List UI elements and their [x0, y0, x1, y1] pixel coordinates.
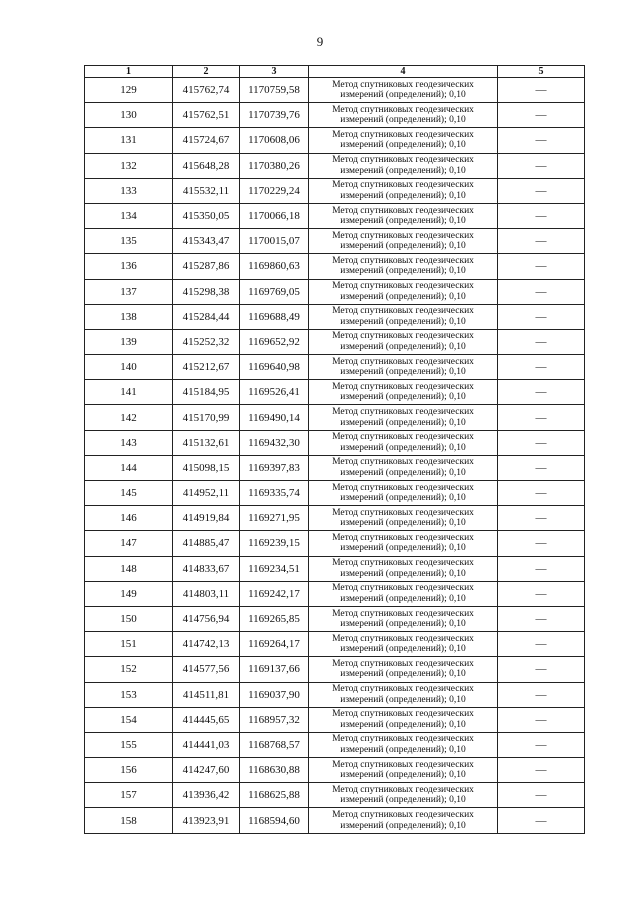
method-text-line-2: измерений (определений); 0,10	[340, 190, 466, 201]
x-coordinate-cell: 414833,67	[173, 556, 240, 581]
point-number-cell: 146	[85, 506, 173, 531]
method-text-line-2: измерений (определений); 0,10	[340, 518, 466, 529]
x-coordinate-cell: 414247,60	[173, 758, 240, 783]
method-text-line-2: измерений (определений); 0,10	[340, 619, 466, 630]
y-coordinate-cell: 1168625,88	[240, 783, 309, 808]
x-coordinate-cell: 415648,28	[173, 153, 240, 178]
table-row	[85, 632, 585, 657]
x-coordinate-cell: 414756,94	[173, 606, 240, 631]
method-text-line-1: Метод спутниковых геодезических	[332, 432, 474, 443]
point-number-cell: 141	[85, 380, 173, 405]
method-text-line-2: измерений (определений); 0,10	[340, 216, 466, 227]
table-row	[85, 707, 585, 732]
y-coordinate-cell: 1169490,14	[240, 405, 309, 430]
table-row	[85, 758, 585, 783]
header-col-2: 2	[173, 66, 240, 78]
method-cell	[309, 254, 498, 279]
point-number-cell: 130	[85, 103, 173, 128]
y-coordinate-cell: 1169397,83	[240, 455, 309, 480]
method-text-line-2: измерений (определений); 0,10	[340, 316, 466, 327]
table-row	[85, 304, 585, 329]
method-cell	[309, 682, 498, 707]
method-text-line-2: измерений (определений); 0,10	[340, 241, 466, 252]
method-cell	[309, 203, 498, 228]
method-text-line-1: Метод спутниковых геодезических	[332, 331, 474, 342]
method-text-line-1: Метод спутниковых геодезических	[332, 407, 474, 418]
table-body	[85, 78, 585, 834]
method-text-line-1: Метод спутниковых геодезических	[332, 381, 474, 392]
description-cell: —	[498, 380, 585, 405]
method-text-line-1: Метод спутниковых геодезических	[332, 230, 474, 241]
description-cell: —	[498, 455, 585, 480]
method-cell	[309, 153, 498, 178]
method-text-line-1: Метод спутниковых геодезических	[332, 684, 474, 695]
method-text-line-1: Метод спутниковых геодезических	[332, 205, 474, 216]
x-coordinate-cell: 414445,65	[173, 707, 240, 732]
point-number-cell: 153	[85, 682, 173, 707]
table-row	[85, 103, 585, 128]
y-coordinate-cell: 1169688,49	[240, 304, 309, 329]
method-cell	[309, 430, 498, 455]
table-row	[85, 405, 585, 430]
method-text-line-2: измерений (определений); 0,10	[340, 568, 466, 579]
table-row	[85, 128, 585, 153]
method-cell	[309, 606, 498, 631]
method-text-line-2: измерений (определений); 0,10	[340, 367, 466, 378]
x-coordinate-cell: 414803,11	[173, 581, 240, 606]
x-coordinate-cell: 415170,99	[173, 405, 240, 430]
method-cell	[309, 657, 498, 682]
method-text-line-2: измерений (определений); 0,10	[340, 442, 466, 453]
description-cell: —	[498, 355, 585, 380]
y-coordinate-cell: 1169652,92	[240, 329, 309, 354]
point-number-cell: 139	[85, 329, 173, 354]
description-cell: —	[498, 279, 585, 304]
x-coordinate-cell: 415724,67	[173, 128, 240, 153]
x-coordinate-cell: 415184,95	[173, 380, 240, 405]
x-coordinate-cell: 414441,03	[173, 732, 240, 757]
method-text-line-2: измерений (определений); 0,10	[340, 694, 466, 705]
method-cell	[309, 304, 498, 329]
method-cell	[309, 732, 498, 757]
y-coordinate-cell: 1169242,17	[240, 581, 309, 606]
method-cell	[309, 178, 498, 203]
y-coordinate-cell: 1170066,18	[240, 203, 309, 228]
method-text-line-2: измерений (определений); 0,10	[340, 493, 466, 504]
x-coordinate-cell: 414952,11	[173, 481, 240, 506]
method-text-line-2: измерений (определений); 0,10	[340, 291, 466, 302]
method-text-line-1: Метод спутниковых геодезических	[332, 759, 474, 770]
x-coordinate-cell: 414577,56	[173, 657, 240, 682]
method-text-line-1: Метод спутниковых геодезических	[332, 709, 474, 720]
y-coordinate-cell: 1169264,17	[240, 632, 309, 657]
x-coordinate-cell: 415132,61	[173, 430, 240, 455]
x-coordinate-cell: 414511,81	[173, 682, 240, 707]
point-number-cell: 157	[85, 783, 173, 808]
y-coordinate-cell: 1169640,98	[240, 355, 309, 380]
method-text-line-2: измерений (определений); 0,10	[340, 820, 466, 831]
table-row	[85, 581, 585, 606]
method-text-line-2: измерений (определений); 0,10	[340, 341, 466, 352]
method-text-line-2: измерений (определений); 0,10	[340, 593, 466, 604]
method-cell	[309, 632, 498, 657]
y-coordinate-cell: 1169526,41	[240, 380, 309, 405]
table-row	[85, 355, 585, 380]
description-cell: —	[498, 556, 585, 581]
table-row	[85, 78, 585, 103]
point-number-cell: 132	[85, 153, 173, 178]
method-text-line-2: измерений (определений); 0,10	[340, 417, 466, 428]
y-coordinate-cell: 1170229,24	[240, 178, 309, 203]
description-cell: —	[498, 632, 585, 657]
description-cell: —	[498, 103, 585, 128]
page-number: 9	[316, 34, 324, 49]
method-text-line-2: измерений (определений); 0,10	[340, 140, 466, 151]
table-row	[85, 203, 585, 228]
description-cell: —	[498, 430, 585, 455]
table-row	[85, 808, 585, 833]
y-coordinate-cell: 1170739,76	[240, 103, 309, 128]
x-coordinate-cell: 414919,84	[173, 506, 240, 531]
y-coordinate-cell: 1168957,32	[240, 707, 309, 732]
method-text-line-2: измерений (определений); 0,10	[340, 770, 466, 781]
table-row	[85, 380, 585, 405]
point-number-cell: 134	[85, 203, 173, 228]
point-number-cell: 152	[85, 657, 173, 682]
description-cell: —	[498, 203, 585, 228]
table-row	[85, 506, 585, 531]
method-text-line-1: Метод спутниковых геодезических	[332, 79, 474, 90]
description-cell: —	[498, 531, 585, 556]
method-text-line-1: Метод спутниковых геодезических	[332, 784, 474, 795]
method-text-line-1: Метод спутниковых геодезических	[332, 482, 474, 493]
description-cell: —	[498, 758, 585, 783]
method-cell	[309, 229, 498, 254]
point-number-cell: 137	[85, 279, 173, 304]
point-number-cell: 143	[85, 430, 173, 455]
table-row	[85, 430, 585, 455]
method-text-line-1: Метод спутниковых геодезических	[332, 129, 474, 140]
table-row	[85, 732, 585, 757]
y-coordinate-cell: 1170608,06	[240, 128, 309, 153]
description-cell: —	[498, 732, 585, 757]
point-number-cell: 138	[85, 304, 173, 329]
method-text-line-1: Метод спутниковых геодезических	[332, 155, 474, 166]
method-text-line-1: Метод спутниковых геодезических	[332, 457, 474, 468]
point-number-cell: 142	[85, 405, 173, 430]
method-text-line-1: Метод спутниковых геодезических	[332, 507, 474, 518]
method-cell	[309, 531, 498, 556]
point-number-cell: 145	[85, 481, 173, 506]
method-text-line-2: измерений (определений); 0,10	[340, 719, 466, 730]
y-coordinate-cell: 1169432,30	[240, 430, 309, 455]
method-text-line-1: Метод спутниковых геодезических	[332, 734, 474, 745]
method-text-line-1: Метод спутниковых геодезических	[332, 583, 474, 594]
point-number-cell: 154	[85, 707, 173, 732]
point-number-cell: 155	[85, 732, 173, 757]
description-cell: —	[498, 808, 585, 833]
y-coordinate-cell: 1170759,58	[240, 78, 309, 103]
y-coordinate-cell: 1169769,05	[240, 279, 309, 304]
method-text-line-2: измерений (определений); 0,10	[340, 543, 466, 554]
method-cell	[309, 758, 498, 783]
method-cell	[309, 380, 498, 405]
method-text-line-2: измерений (определений); 0,10	[340, 90, 466, 101]
point-number-cell: 148	[85, 556, 173, 581]
point-number-cell: 135	[85, 229, 173, 254]
y-coordinate-cell: 1169234,51	[240, 556, 309, 581]
table-header-row	[85, 66, 585, 78]
method-text-line-2: измерений (определений); 0,10	[340, 165, 466, 176]
method-cell	[309, 355, 498, 380]
y-coordinate-cell: 1168768,57	[240, 732, 309, 757]
point-number-cell: 149	[85, 581, 173, 606]
x-coordinate-cell: 414742,13	[173, 632, 240, 657]
method-text-line-2: измерений (определений); 0,10	[340, 266, 466, 277]
method-cell	[309, 103, 498, 128]
description-cell: —	[498, 682, 585, 707]
point-number-cell: 158	[85, 808, 173, 833]
method-text-line-1: Метод спутниковых геодезических	[332, 810, 474, 821]
table-row	[85, 606, 585, 631]
x-coordinate-cell: 413936,42	[173, 783, 240, 808]
header-col-4: 4	[309, 66, 498, 78]
method-text-line-2: измерений (определений); 0,10	[340, 644, 466, 655]
method-cell	[309, 405, 498, 430]
x-coordinate-cell: 415343,47	[173, 229, 240, 254]
description-cell: —	[498, 178, 585, 203]
point-number-cell: 156	[85, 758, 173, 783]
description-cell: —	[498, 481, 585, 506]
table-row	[85, 682, 585, 707]
method-text-line-1: Метод спутниковых геодезических	[332, 180, 474, 191]
point-number-cell: 131	[85, 128, 173, 153]
description-cell: —	[498, 229, 585, 254]
table-row	[85, 657, 585, 682]
method-cell	[309, 481, 498, 506]
description-cell: —	[498, 405, 585, 430]
table-row	[85, 556, 585, 581]
method-cell	[309, 506, 498, 531]
method-text-line-1: Метод спутниковых геодезических	[332, 532, 474, 543]
method-text-line-2: измерений (определений); 0,10	[340, 795, 466, 806]
method-text-line-2: измерений (определений); 0,10	[340, 467, 466, 478]
method-cell	[309, 78, 498, 103]
description-cell: —	[498, 304, 585, 329]
table-row	[85, 531, 585, 556]
y-coordinate-cell: 1170015,07	[240, 229, 309, 254]
method-cell	[309, 279, 498, 304]
y-coordinate-cell: 1169037,90	[240, 682, 309, 707]
x-coordinate-cell: 415252,32	[173, 329, 240, 354]
method-text-line-1: Метод спутниковых геодезических	[332, 608, 474, 619]
y-coordinate-cell: 1169335,74	[240, 481, 309, 506]
coordinates-table	[84, 65, 585, 834]
method-text-line-1: Метод спутниковых геодезических	[332, 306, 474, 317]
x-coordinate-cell: 415284,44	[173, 304, 240, 329]
y-coordinate-cell: 1169271,95	[240, 506, 309, 531]
x-coordinate-cell: 413923,91	[173, 808, 240, 833]
x-coordinate-cell: 415287,86	[173, 254, 240, 279]
table-row	[85, 178, 585, 203]
x-coordinate-cell: 415762,51	[173, 103, 240, 128]
x-coordinate-cell: 415298,38	[173, 279, 240, 304]
table-row	[85, 229, 585, 254]
method-text-line-1: Метод спутниковых геодезических	[332, 356, 474, 367]
point-number-cell: 133	[85, 178, 173, 203]
header-col-5: 5	[498, 66, 585, 78]
method-cell	[309, 783, 498, 808]
point-number-cell: 144	[85, 455, 173, 480]
y-coordinate-cell: 1168594,60	[240, 808, 309, 833]
description-cell: —	[498, 153, 585, 178]
table-row	[85, 329, 585, 354]
header-col-1: 1	[85, 66, 173, 78]
y-coordinate-cell: 1169137,66	[240, 657, 309, 682]
y-coordinate-cell: 1170380,26	[240, 153, 309, 178]
y-coordinate-cell: 1169239,15	[240, 531, 309, 556]
x-coordinate-cell: 415212,67	[173, 355, 240, 380]
y-coordinate-cell: 1169265,85	[240, 606, 309, 631]
description-cell: —	[498, 581, 585, 606]
method-text-line-2: измерений (определений); 0,10	[340, 115, 466, 126]
method-text-line-1: Метод спутниковых геодезических	[332, 104, 474, 115]
method-cell	[309, 455, 498, 480]
point-number-cell: 140	[85, 355, 173, 380]
method-text-line-1: Метод спутниковых геодезических	[332, 255, 474, 266]
method-text-line-1: Метод спутниковых геодезических	[332, 281, 474, 292]
description-cell: —	[498, 657, 585, 682]
method-text-line-2: измерений (определений); 0,10	[340, 744, 466, 755]
description-cell: —	[498, 606, 585, 631]
x-coordinate-cell: 415098,15	[173, 455, 240, 480]
method-cell	[309, 581, 498, 606]
description-cell: —	[498, 783, 585, 808]
y-coordinate-cell: 1169860,63	[240, 254, 309, 279]
x-coordinate-cell: 415532,11	[173, 178, 240, 203]
y-coordinate-cell: 1168630,88	[240, 758, 309, 783]
x-coordinate-cell: 414885,47	[173, 531, 240, 556]
method-cell	[309, 707, 498, 732]
method-text-line-2: измерений (определений); 0,10	[340, 669, 466, 680]
method-text-line-1: Метод спутниковых геодезических	[332, 558, 474, 569]
method-text-line-2: измерений (определений); 0,10	[340, 392, 466, 403]
method-cell	[309, 556, 498, 581]
point-number-cell: 151	[85, 632, 173, 657]
table-row	[85, 254, 585, 279]
point-number-cell: 129	[85, 78, 173, 103]
point-number-cell: 147	[85, 531, 173, 556]
table-row	[85, 481, 585, 506]
table-row	[85, 153, 585, 178]
x-coordinate-cell: 415350,05	[173, 203, 240, 228]
method-text-line-1: Метод спутниковых геодезических	[332, 658, 474, 669]
description-cell: —	[498, 254, 585, 279]
header-col-3: 3	[240, 66, 309, 78]
method-text-line-1: Метод спутниковых геодезических	[332, 633, 474, 644]
method-cell	[309, 329, 498, 354]
table-row	[85, 783, 585, 808]
method-cell	[309, 128, 498, 153]
description-cell: —	[498, 707, 585, 732]
description-cell: —	[498, 506, 585, 531]
x-coordinate-cell: 415762,74	[173, 78, 240, 103]
description-cell: —	[498, 128, 585, 153]
table-row	[85, 279, 585, 304]
table-row	[85, 455, 585, 480]
description-cell: —	[498, 78, 585, 103]
point-number-cell: 136	[85, 254, 173, 279]
point-number-cell: 150	[85, 606, 173, 631]
method-cell	[309, 808, 498, 833]
description-cell: —	[498, 329, 585, 354]
